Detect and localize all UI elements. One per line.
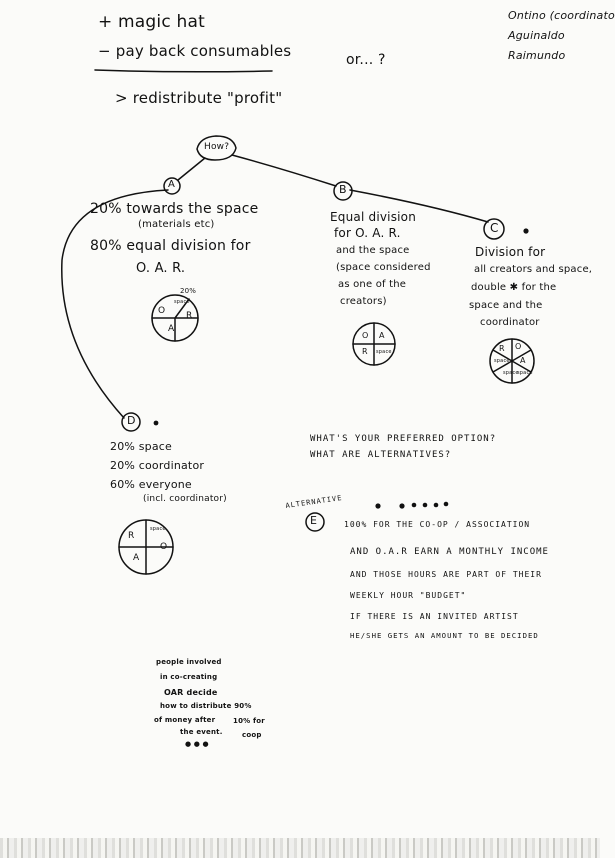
pie-a-a: A <box>168 324 175 334</box>
alternative-label: ALTERNATIVE <box>285 494 343 510</box>
node-b-line-5: as one of the <box>338 279 407 290</box>
pie-a-o: O <box>158 306 166 316</box>
magic-hat-line: + magic hat <box>98 12 205 32</box>
pie-d-space: space <box>150 526 166 532</box>
node-a-letter: A <box>168 179 176 190</box>
pie-b-o: O <box>362 331 369 340</box>
node-c-letter: C <box>490 221 499 235</box>
node-a-line-4: O. A. R. <box>136 261 186 276</box>
bottom-note-line-5: of money after <box>154 716 216 724</box>
node-b-line-1: Equal division <box>330 210 417 224</box>
pie-c-space-1: space <box>494 358 510 364</box>
bottom-note-line-6: the event. <box>180 728 223 736</box>
pie-c-space-3: space <box>517 370 533 376</box>
node-c-line-4: space and the <box>469 300 543 311</box>
node-c-line-1: Division for <box>475 245 546 259</box>
name-aguinaldo: Aguinaldo <box>508 29 565 42</box>
node-d-letter: D <box>127 414 136 427</box>
pie-c-space-2: space <box>503 370 519 376</box>
node-a-line-1: 20% towards the space <box>90 201 259 217</box>
pie-b-r: R <box>362 347 368 356</box>
alternative-line-2: AND O.A.R EARN A MONTHLY INCOME <box>350 547 549 557</box>
pie-c-o: O <box>515 342 522 351</box>
pie-d-r: R <box>128 531 135 541</box>
name-raimundo: Raimundo <box>508 49 566 62</box>
node-d-line-1: 20% space <box>110 440 173 453</box>
coop-line-2: coop <box>242 731 262 739</box>
node-d-line-3: 60% everyone <box>110 478 192 491</box>
pie-b-space: space <box>376 349 392 355</box>
coop-line-1: 10% for <box>233 717 265 725</box>
redistribute-line: > redistribute "profit" <box>115 89 283 107</box>
bottom-note-line-4: how to distribute 90% <box>160 702 252 710</box>
pie-d-o: O <box>160 542 168 552</box>
alternative-line-3: AND THOSE HOURS ARE PART OF THEIR <box>350 570 542 579</box>
alternative-line-6: HE/SHE GETS AN AMOUNT TO BE DECIDED <box>350 631 539 640</box>
node-c-line-5: coordinator <box>480 317 540 328</box>
node-b-line-2: for O. A. R. <box>334 226 401 240</box>
node-c-line-2: all creators and space, <box>474 264 593 275</box>
node-d-line-4: (incl. coordinator) <box>143 494 227 504</box>
pie-b-a: A <box>379 331 385 340</box>
question-line-2: WHAT ARE ALTERNATIVES? <box>310 450 452 460</box>
alternative-line-5: IF THERE IS AN INVITED ARTIST <box>350 612 519 621</box>
node-b-line-6: creators) <box>340 296 387 307</box>
node-d-line-2: 20% coordinator <box>110 459 205 472</box>
name-ontino: Ontino (coordinato <box>508 9 615 22</box>
node-b-letter: B <box>339 183 347 196</box>
node-a-line-3: 80% equal division for <box>90 238 251 254</box>
node-c-line-3: double ✱ for the <box>471 282 557 293</box>
pay-back-line: − pay back consumables <box>98 42 292 60</box>
alternative-line-4: WEEKLY HOUR "BUDGET" <box>350 591 467 600</box>
pie-a-space: space <box>174 299 190 305</box>
bottom-note-line-3: OAR decide <box>164 688 218 697</box>
alternative-letter: E <box>310 514 318 527</box>
scanned-page-edge <box>0 838 600 858</box>
node-b-line-4: (space considered <box>336 262 431 273</box>
root-how-label: How? <box>204 142 230 152</box>
or-question: or... ? <box>346 52 386 68</box>
alternative-line-1: 100% FOR THE CO-OP / ASSOCIATION <box>344 520 531 529</box>
bottom-note-line-1: people involved <box>156 658 222 666</box>
pie-d-a: A <box>133 553 140 563</box>
bottom-dots: ● ● ● <box>185 740 209 748</box>
bottom-note-line-2: in co-creating <box>160 673 218 681</box>
pie-a-pct: 20% <box>180 287 197 295</box>
node-a-line-2: (materials etc) <box>138 219 215 230</box>
pie-a-r: R <box>186 311 193 321</box>
question-line-1: WHAT'S YOUR PREFERRED OPTION? <box>310 434 497 444</box>
pie-c-r: R <box>499 344 505 353</box>
pie-c-a: A <box>520 356 526 365</box>
node-b-line-3: and the space <box>336 245 410 256</box>
